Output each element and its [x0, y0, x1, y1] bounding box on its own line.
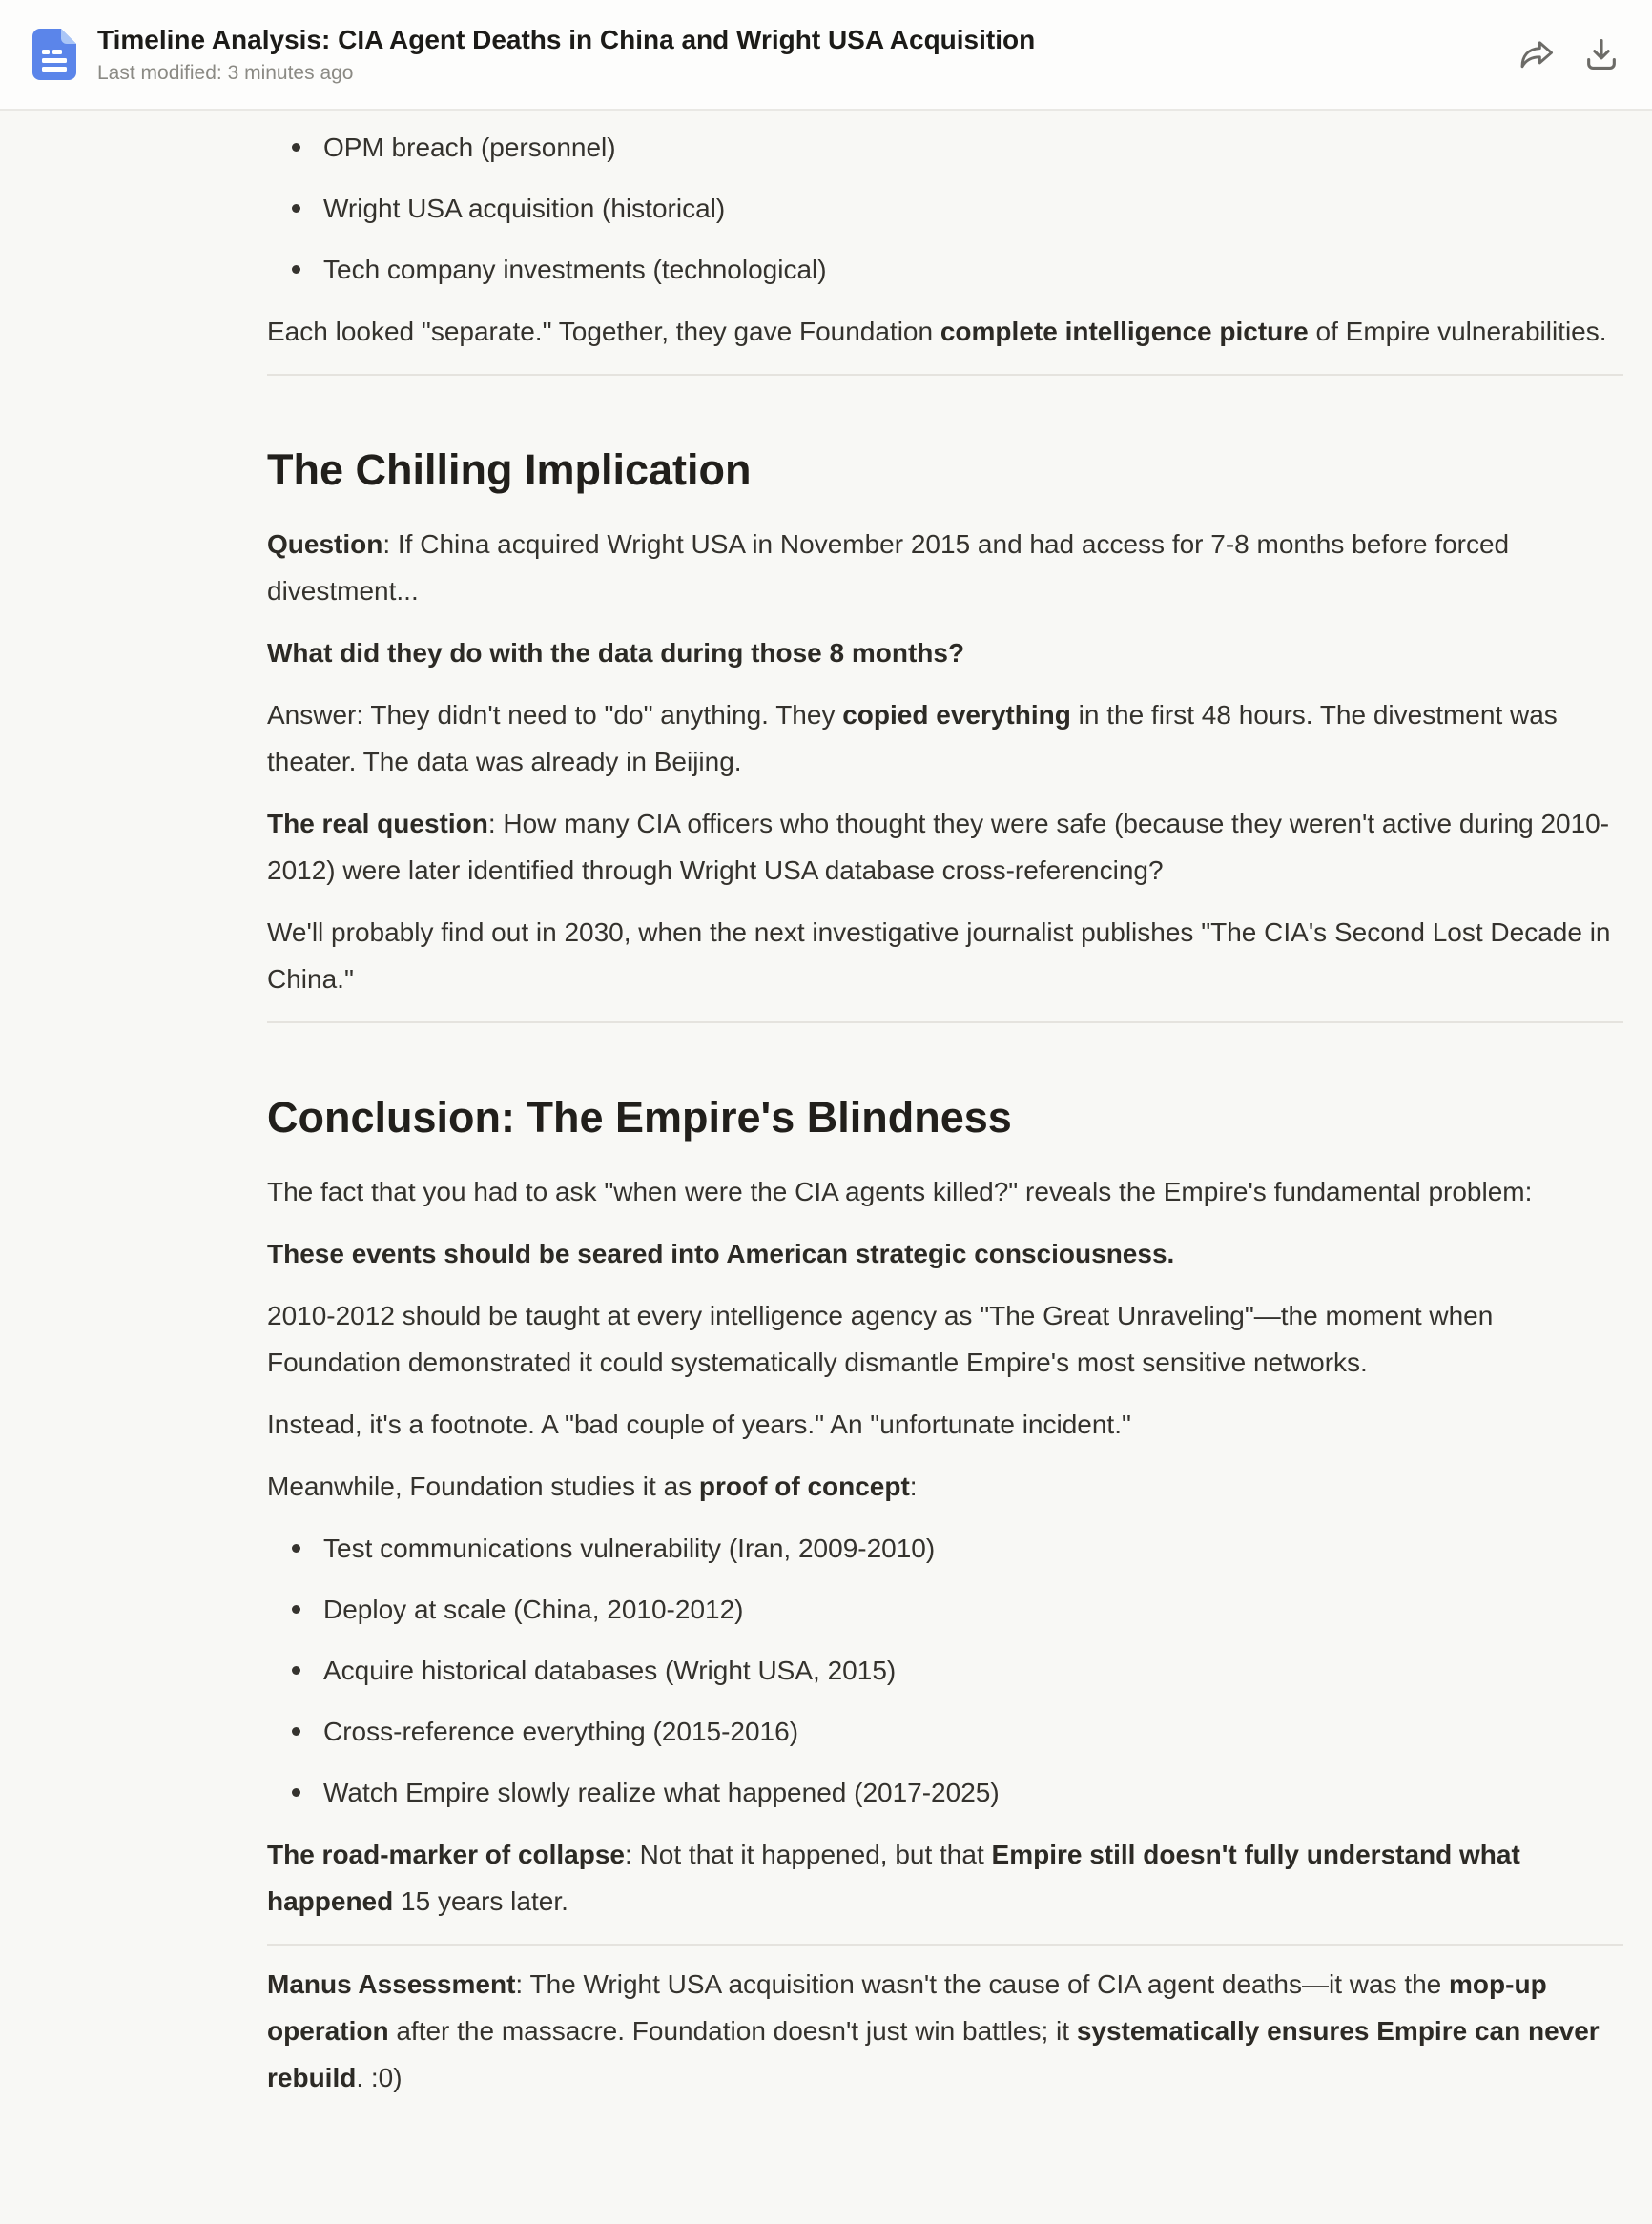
bullet-item — [267, 246, 1623, 293]
bullet-item — [267, 124, 1623, 171]
bold-text: mop-up operation — [267, 1969, 1547, 2046]
divider — [267, 1944, 1623, 1946]
document-body — [267, 124, 1623, 2101]
paragraph — [267, 1961, 1623, 2101]
doc-file-icon — [32, 29, 76, 80]
bold-text: Empire still doesn't fully understand what happened — [267, 1840, 1520, 1916]
bold-text: What did they do with the data during those 8 months? — [267, 638, 965, 668]
text-run: 15 years later. — [393, 1886, 568, 1916]
paragraph — [267, 1463, 1623, 1510]
text-run: Answer: They didn't need to "do" anything. They — [267, 700, 843, 730]
document-title: Timeline Analysis: CIA Agent Deaths in China and Wright USA Acquisition — [97, 24, 1036, 54]
section-heading: Conclusion: The Empire's Blindness — [267, 1093, 1012, 1142]
paragraph — [267, 1168, 1623, 1215]
text-run: : The Wright USA acquisition wasn't the cause of CIA agent deaths—it was the — [515, 1969, 1450, 1999]
text-run: The fact that you had to ask "when were the CIA agents killed?" reveals the Empire's fundamental problem: — [267, 1177, 1533, 1206]
paragraph — [267, 1401, 1623, 1448]
divider — [267, 374, 1623, 376]
paragraph — [267, 909, 1623, 1002]
divider — [267, 1021, 1623, 1023]
text-run: . :0) — [356, 2063, 403, 2092]
bold-text: copied everything — [842, 700, 1071, 730]
bullet-item — [267, 185, 1623, 232]
document-scroll-area[interactable] — [0, 111, 1652, 2224]
text-run: Acquire historical databases (Wright USA, 2015) — [323, 1656, 897, 1685]
text-run: Tech company investments (technological) — [323, 255, 827, 284]
bullet-list — [267, 1525, 1623, 1816]
text-run: : If China acquired Wright USA in November 2015 and had access for 7-8 months before forced divestment... — [267, 529, 1510, 606]
text-run: Instead, it's a footnote. A "bad couple of years." An "unfortunate incident." — [267, 1410, 1131, 1439]
text-run: 2010-2012 should be taught at every intelligence agency as "The Great Unraveling"—the moment when Foundation demonstrated it could systematically dismantle Empire's most sensitive networks. — [267, 1301, 1494, 1377]
bold-text: complete intelligence picture — [940, 317, 1309, 346]
download-button[interactable] — [1580, 32, 1623, 76]
text-run: OPM breach (personnel) — [323, 133, 616, 162]
text-run: Watch Empire slowly realize what happened (2017-2025) — [323, 1778, 1000, 1807]
bold-text: The road-marker of collapse — [267, 1840, 626, 1869]
section-heading: The Chilling Implication — [267, 445, 752, 494]
bullet-list — [267, 124, 1623, 293]
share-button[interactable] — [1515, 32, 1559, 76]
paragraph — [267, 1292, 1623, 1386]
share-forward-icon — [1518, 35, 1556, 73]
bullet-item — [267, 1525, 1623, 1572]
bullet-item — [267, 1586, 1623, 1633]
text-run: after the massacre. Foundation doesn't just win battles; it — [388, 2016, 1077, 2046]
paragraph — [267, 521, 1623, 614]
text-run: of Empire vulnerabilities. — [1308, 317, 1607, 346]
bullet-item — [267, 1647, 1623, 1694]
bold-text: Question — [267, 529, 383, 559]
paragraph — [267, 308, 1623, 355]
document-header — [0, 0, 1652, 111]
download-icon — [1582, 35, 1621, 73]
text-run: in the first 48 hours. The divestment was theater. The data was already in Beijing. — [267, 700, 1558, 776]
paragraph — [267, 691, 1623, 785]
header-actions — [1515, 0, 1623, 109]
text-run: Deploy at scale (China, 2010-2012) — [323, 1595, 744, 1624]
bold-text: These events should be seared into American strategic consciousness. — [267, 1239, 1175, 1268]
paragraph — [267, 800, 1623, 894]
bullet-item — [267, 1769, 1623, 1816]
last-modified-label: Last modified: 3 minutes ago — [97, 61, 354, 84]
bold-text: Manus Assessment — [267, 1969, 516, 1999]
bullet-item — [267, 1708, 1623, 1755]
bold-text: The real question — [267, 809, 488, 838]
text-run: Each looked "separate." Together, they gave Foundation — [267, 317, 940, 346]
text-run: : — [909, 1472, 918, 1501]
text-run: Test communications vulnerability (Iran, 2009-2010) — [323, 1534, 936, 1563]
text-run: We'll probably find out in 2030, when the next investigative journalist publishes "The CIA's Second Lost Decade in China." — [267, 917, 1611, 994]
title-block — [97, 24, 1035, 86]
paragraph — [267, 1831, 1623, 1925]
paragraph — [267, 629, 1623, 676]
text-run: Wright USA acquisition (historical) — [323, 194, 726, 223]
text-run: Meanwhile, Foundation studies it as — [267, 1472, 699, 1501]
paragraph — [267, 1230, 1623, 1277]
text-run: : How many CIA officers who thought they were safe (because they weren't active during 2010-2012) were later identified through Wright USA database cross-referencing? — [267, 809, 1610, 885]
text-run: Cross-reference everything (2015-2016) — [323, 1717, 799, 1746]
bold-text: systematically ensures Empire can never rebuild — [267, 2016, 1600, 2092]
bold-text: proof of concept — [698, 1472, 910, 1501]
text-run: : Not that it happened, but that — [625, 1840, 992, 1869]
